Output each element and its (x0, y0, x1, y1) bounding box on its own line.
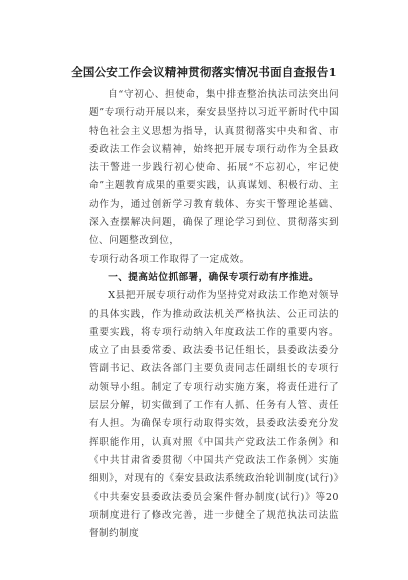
section-heading: 一、提高站位抓部署，确保专项行动有序推进。 (108, 271, 320, 283)
section-paragraph: X县把开展专项行动作为坚持党对政法工作绝对领导的具体实践，作为推动政法机关严格执法、公正司法的重要实践，将专项行动纳入年度政法工作的重要内容。成立了由县委常委、政法委书记任组长，县委政法委分管副书记、政法各部门主要负责同志任副组长的专项行动领导小组。制定了专项行动实施方案，将责任进行了层层分解，切实做到了工作有人抓、任务有人管、责任有人担。为确保专项行动取得实效，县委政法委充分发挥职能作用，认真对照《中国共产党政法工作条例》和《中共甘肃省委贯彻〈中国共产党政法工作条例〉实施细则》，对现有的《秦安县政法系统政治轮训制度(试行)》《中共秦安县委政法委员会案件督办制度(试行)》等20项制度进行了修改完善，进一步健全了规范执法司法监督制约制度 (89, 290, 339, 540)
document-body (89, 86, 339, 543)
intro-paragraph: 自“守初心、担使命，集中排查整治执法司法突出问题”专项行动开展以来，秦安县坚持以习近平新时代中国特色社会主义思想为指导，认真贯彻落实中央和省、市委政法工作会议精神，始终把开展专项行动作为全县政法干警进一步践行初心使命、拓展“不忘初心，牢记使命”主题教育成果的重要实践，认真谋划、积极行动、主动作为，通过创新学习教育载体、夯实干警理论基础、深入查摆解决问题，确保了理论学习到位、贯彻落实到位、问题整改到位， (89, 89, 339, 247)
document-title: 全国公安工作会议精神贯彻落实情况书面自查报告1 (71, 65, 337, 79)
intro-paragraph-tail: 专项行动各项工作取得了一定成效。 (89, 253, 250, 265)
